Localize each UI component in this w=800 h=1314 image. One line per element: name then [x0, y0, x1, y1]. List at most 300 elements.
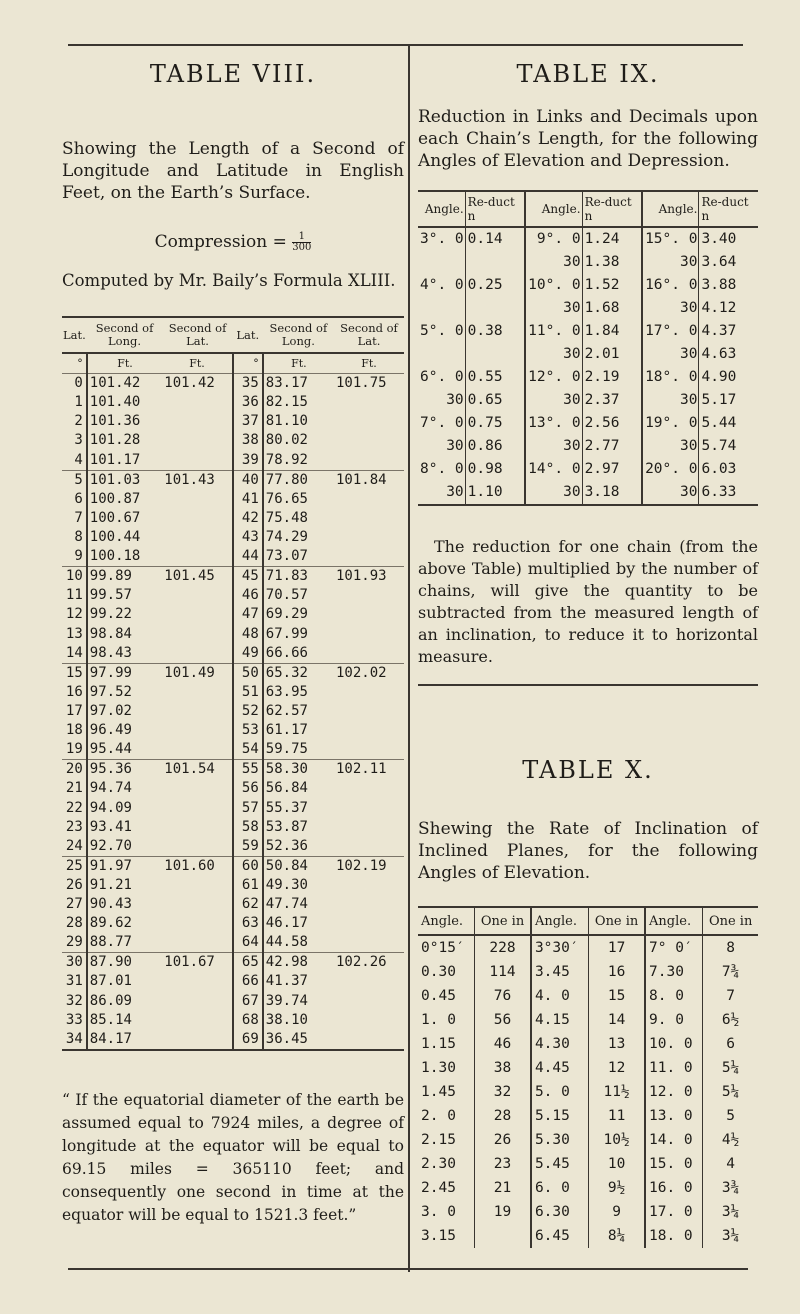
table-cell: 60: [233, 856, 263, 876]
table-cell: 14: [62, 644, 87, 664]
table-cell: 20°. 0: [642, 458, 699, 481]
table-ix-header-cell: Re-duct n: [582, 191, 642, 227]
table-cell: 52.36: [265, 837, 308, 854]
table-cell: [162, 740, 233, 760]
table-row: [62, 431, 404, 450]
table-cell: 71.83: [263, 567, 334, 587]
equatorial-quote: “ If the equatorial diameter of the earth be assumed equal to 7924 miles, a degree of longitude at the equator will be equal to 69.15 miles = 365110 feet; and consequently one second in time at the equator will be equal to 1521.3 feet.”: [62, 1090, 404, 1224]
table-cell: 92.70: [89, 837, 132, 854]
table-viii-header-cell: Second of Long.: [87, 317, 163, 353]
table-cell: 56: [475, 1008, 531, 1032]
table-cell: 97.52: [89, 683, 132, 700]
table-cell: [334, 1011, 404, 1030]
table-row: [418, 1200, 758, 1224]
table-x-header-cell: One in: [589, 907, 645, 935]
table-cell: 2.56: [582, 412, 642, 435]
table-cell: 11½: [589, 1080, 645, 1104]
table-viii-unit-cell: °: [62, 353, 87, 374]
table-cell: 23: [62, 818, 87, 837]
table-row: [62, 509, 404, 528]
table-cell: 5: [703, 1104, 758, 1128]
table-cell: 1.38: [582, 251, 642, 274]
table-cell: 102.26: [334, 953, 404, 973]
table-cell: 17°. 0: [642, 320, 699, 343]
table-cell: [475, 1224, 531, 1248]
table-cell: 54: [233, 740, 263, 760]
table-cell: [162, 509, 233, 528]
table-cell: 30: [525, 297, 582, 320]
table-viii-unit-cell: Ft.: [291, 357, 307, 370]
table-cell: 51: [233, 683, 263, 702]
table-cell: 22: [62, 798, 87, 817]
table-row: [62, 914, 404, 933]
table-cell: [334, 992, 404, 1011]
table-cell: [334, 972, 404, 991]
table-cell: [162, 933, 233, 953]
table-cell: 17. 0: [645, 1200, 703, 1224]
table-x-header-cell: Angle.: [531, 907, 589, 935]
table-cell: 30: [446, 392, 464, 408]
table-cell: 4.12: [699, 297, 758, 320]
table-cell: 8°. 0: [420, 461, 464, 477]
table-cell: 15: [62, 663, 87, 683]
table-cell: 1.15: [421, 1036, 456, 1052]
table-cell: [162, 818, 233, 837]
table-cell: 101.60: [162, 856, 233, 876]
table-cell: 6.33: [699, 481, 758, 505]
table-cell: 9°. 0: [525, 227, 582, 251]
table-row: [62, 992, 404, 1011]
table-cell: 5: [62, 470, 87, 490]
table-cell: 101.45: [162, 567, 233, 587]
table-cell: 21: [475, 1176, 531, 1200]
table-cell: 21: [62, 779, 87, 798]
table-cell: 33: [62, 1011, 87, 1030]
compression-fraction: [292, 232, 311, 253]
table-cell: 13. 0: [645, 1104, 703, 1128]
table-cell: 7° 0′: [645, 935, 703, 960]
table-row: [418, 1128, 758, 1152]
table-cell: 95.44: [89, 741, 132, 758]
table-cell: [334, 625, 404, 644]
table-cell: 5.74: [699, 435, 758, 458]
table-cell: 3.40: [699, 227, 758, 251]
table-cell: 41.37: [265, 973, 308, 990]
table-cell: 3°. 0: [420, 231, 464, 247]
table-cell: 93.41: [89, 818, 132, 835]
table-cell: 20: [62, 760, 87, 780]
table-cell: 32: [475, 1080, 531, 1104]
compression-label: Compression =: [154, 232, 287, 252]
table-cell: [162, 721, 233, 740]
table-cell: 94.09: [89, 799, 132, 816]
table-cell: [334, 740, 404, 760]
table-cell: [465, 251, 525, 274]
table-row: [62, 644, 404, 664]
table-cell: 66.66: [265, 644, 308, 661]
table-cell: 10: [62, 567, 87, 587]
table-viii-header-cell: Second of Lat.: [334, 317, 404, 353]
table-cell: 30: [642, 389, 699, 412]
table-ix-header-cell: Angle.: [525, 191, 582, 227]
table-row: [62, 856, 404, 876]
table-cell: 10°. 0: [525, 274, 582, 297]
table-cell: 41: [233, 490, 263, 509]
table-row: [62, 740, 404, 760]
table-cell: [162, 490, 233, 509]
table-cell: [334, 412, 404, 431]
column-divider: [408, 44, 410, 1272]
table-cell: 94.74: [89, 780, 132, 797]
table-cell: 3¾: [703, 1176, 758, 1200]
table-cell: 49.30: [265, 876, 308, 893]
table-cell: [162, 992, 233, 1011]
table-cell: 69.29: [265, 606, 308, 623]
table-cell: 3¼: [703, 1200, 758, 1224]
table-cell: 84.17: [87, 1030, 163, 1050]
table-cell: [334, 895, 404, 914]
table-cell: 87.01: [89, 973, 132, 990]
table-viii-header-cell: Second of Lat.: [162, 317, 233, 353]
table-cell: [465, 343, 525, 366]
table-cell: 44.58: [265, 934, 308, 951]
table-cell: 46: [233, 586, 263, 605]
table-cell: 228: [475, 935, 531, 960]
table-cell: 4: [62, 451, 87, 471]
table-ix-body: [418, 227, 758, 505]
table-cell: 2.19: [582, 366, 642, 389]
table-row: [62, 760, 404, 780]
table-row: [418, 1056, 758, 1080]
left-column: [62, 56, 404, 1227]
table-ix: [418, 190, 758, 506]
table-cell: 97.02: [89, 702, 132, 719]
table-cell: 18°. 0: [642, 366, 699, 389]
table-cell: 4.45: [531, 1056, 589, 1080]
table-cell: 3.88: [699, 274, 758, 297]
table-cell: 62: [233, 895, 263, 914]
table-cell: 78.92: [265, 451, 308, 468]
table-cell: 34: [62, 1030, 87, 1050]
table-cell: 101.49: [162, 663, 233, 683]
table-cell: 62.57: [265, 702, 308, 719]
table-viii-description: Showing the Length of a Second of Longitude and Latitude in English Feet, on the Earth’s Surface.: [62, 139, 404, 203]
table-row: [418, 435, 758, 458]
table-cell: 47: [233, 605, 263, 624]
table-cell: 8: [62, 528, 87, 547]
table-viii: [62, 316, 404, 1051]
table-cell: 0.75: [465, 412, 525, 435]
table-cell: 83.17: [263, 374, 334, 394]
table-row: [62, 490, 404, 509]
table-cell: 2.45: [421, 1180, 456, 1196]
table-cell: 11. 0: [645, 1056, 703, 1080]
table-cell: 65: [233, 953, 263, 973]
table-cell: 99.22: [89, 606, 132, 623]
table-cell: 0.55: [465, 366, 525, 389]
table-cell: 28: [475, 1104, 531, 1128]
table-cell: 2.15: [421, 1132, 456, 1148]
table-cell: 13: [62, 625, 87, 644]
table-cell: 55.37: [265, 799, 308, 816]
table-viii-title: TABLE VIII.: [149, 60, 317, 88]
table-cell: 38.10: [265, 1011, 308, 1028]
table-cell: [334, 547, 404, 567]
table-cell: 97.99: [87, 663, 163, 683]
table-cell: 37: [233, 412, 263, 431]
table-cell: 91.21: [89, 876, 132, 893]
table-cell: [334, 509, 404, 528]
table-cell: [334, 779, 404, 798]
table-row: [418, 1104, 758, 1128]
table-cell: 30: [642, 251, 699, 274]
table-cell: 67: [233, 992, 263, 1011]
table-cell: 2.97: [582, 458, 642, 481]
table-cell: 70.57: [265, 587, 308, 604]
table-cell: 114: [475, 960, 531, 984]
table-cell: 3¼: [703, 1224, 758, 1248]
table-cell: 6: [703, 1032, 758, 1056]
table-cell: 6.45: [531, 1224, 589, 1248]
table-cell: 27: [62, 895, 87, 914]
table-cell: 100.67: [89, 509, 141, 526]
table-cell: 10½: [589, 1128, 645, 1152]
table-cell: [162, 605, 233, 624]
table-ix-header-cell: Re-duct n: [465, 191, 525, 227]
table-cell: 59: [233, 837, 263, 857]
table-cell: 87.90: [87, 953, 163, 973]
table-cell: 9: [589, 1200, 645, 1224]
table-ix-header-row: [418, 191, 758, 227]
table-cell: 30: [642, 297, 699, 320]
table-cell: 11°. 0: [525, 320, 582, 343]
table-cell: 101.93: [334, 567, 404, 587]
table-cell: 3.45: [531, 960, 589, 984]
table-ix-header-cell: Angle.: [418, 191, 465, 227]
table-cell: 6.30: [531, 1200, 589, 1224]
table-cell: [162, 837, 233, 857]
table-cell: 66: [233, 972, 263, 991]
table-cell: 30: [642, 435, 699, 458]
table-cell: [334, 933, 404, 953]
table-cell: [162, 683, 233, 702]
table-cell: 38: [475, 1056, 531, 1080]
table-cell: 30: [525, 481, 582, 505]
table-cell: [334, 818, 404, 837]
table-cell: 58: [233, 818, 263, 837]
table-cell: 3°30′: [531, 935, 589, 960]
table-cell: 101.36: [89, 413, 141, 430]
table-cell: 17: [62, 702, 87, 721]
table-cell: [334, 702, 404, 721]
table-cell: 0.14: [465, 227, 525, 251]
table-cell: 99.57: [89, 587, 132, 604]
table-row: [62, 412, 404, 431]
table-cell: 55: [233, 760, 263, 780]
table-cell: 43: [233, 528, 263, 547]
table-cell: 12: [62, 605, 87, 624]
table-cell: 47.74: [265, 896, 308, 913]
table-cell: 19: [475, 1200, 531, 1224]
table-row: [62, 663, 404, 683]
table-cell: 102.02: [334, 663, 404, 683]
table-cell: 15: [589, 984, 645, 1008]
table-cell: 12. 0: [645, 1080, 703, 1104]
table-ix-description: Reduction in Links and Decimals upon each Chain’s Length, for the following Angles of Elevation and Depression.: [418, 107, 758, 171]
table-cell: 101.84: [334, 470, 404, 490]
table-cell: [418, 297, 465, 320]
table-cell: 9½: [589, 1176, 645, 1200]
table-cell: [334, 431, 404, 450]
table-cell: 6. 0: [531, 1176, 589, 1200]
table-cell: 19°. 0: [642, 412, 699, 435]
table-cell: 5¼: [703, 1080, 758, 1104]
table-row: [62, 953, 404, 973]
table-cell: [334, 490, 404, 509]
table-row: [62, 837, 404, 857]
table-cell: 0: [62, 374, 87, 394]
table-cell: 102.11: [334, 760, 404, 780]
compression-numerator: 1: [292, 232, 311, 243]
table-cell: 18. 0: [645, 1224, 703, 1248]
table-cell: 74.29: [265, 529, 308, 546]
table-cell: [162, 779, 233, 798]
table-cell: 88.77: [89, 934, 132, 951]
table-ix-header-cell: Angle.: [642, 191, 699, 227]
table-cell: 2.77: [582, 435, 642, 458]
table-x-header-cell: Angle.: [645, 907, 703, 935]
table-viii-unit-cell: Ft.: [189, 357, 205, 370]
table-cell: 5.17: [699, 389, 758, 412]
compression-denominator: 300: [292, 242, 312, 253]
table-cell: 4½: [703, 1128, 758, 1152]
table-cell: 5°. 0: [420, 323, 464, 339]
table-cell: [334, 528, 404, 547]
table-cell: 0.30: [421, 964, 456, 980]
table-cell: 23: [475, 1152, 531, 1176]
table-cell: 100.44: [89, 529, 141, 546]
table-cell: 38: [233, 431, 263, 450]
table-cell: 101.42: [87, 374, 163, 394]
table-cell: 30: [642, 481, 699, 505]
table-cell: 100.18: [89, 548, 141, 565]
table-cell: 86.09: [89, 992, 132, 1009]
bottom-rule: [68, 1268, 748, 1270]
table-cell: 1.84: [582, 320, 642, 343]
table-row: [62, 683, 404, 702]
table-cell: [162, 914, 233, 933]
table-cell: 0.25: [465, 274, 525, 297]
table-cell: 3.18: [582, 481, 642, 505]
table-cell: 101.17: [89, 451, 141, 468]
table-row: [62, 1011, 404, 1030]
table-cell: 48: [233, 625, 263, 644]
table-cell: 14°. 0: [525, 458, 582, 481]
table-row: [418, 389, 758, 412]
table-row: [418, 227, 758, 251]
table-x-header-cell: One in: [703, 907, 758, 935]
table-cell: 77.80: [263, 470, 334, 490]
table-cell: 16. 0: [645, 1176, 703, 1200]
table-cell: 46.17: [265, 915, 308, 932]
table-cell: 5. 0: [531, 1080, 589, 1104]
table-ix-header-cell: Re-duct n: [699, 191, 758, 227]
table-row: [418, 481, 758, 505]
table-cell: 8. 0: [645, 984, 703, 1008]
table-cell: [162, 412, 233, 431]
table-cell: 35: [233, 374, 263, 394]
table-cell: 101.42: [162, 374, 233, 394]
table-cell: 40: [233, 470, 263, 490]
table-row: [418, 251, 758, 274]
table-cell: 7: [62, 509, 87, 528]
table-cell: [334, 586, 404, 605]
table-cell: 1. 0: [421, 1012, 456, 1028]
book-page: [8, 6, 792, 1308]
computed-by-line: Computed by Mr. Baily’s Formula XLIII.: [62, 271, 396, 290]
table-cell: 102.19: [334, 856, 404, 876]
middle-rule: [418, 684, 758, 686]
table-cell: 30: [418, 481, 465, 505]
table-row: [62, 779, 404, 798]
table-cell: 2.37: [582, 389, 642, 412]
table-cell: 75.48: [265, 509, 308, 526]
table-cell: 61: [233, 876, 263, 895]
table-cell: 98.84: [89, 625, 132, 642]
right-column: [418, 56, 758, 1248]
table-cell: 0.65: [465, 389, 525, 412]
table-cell: [162, 393, 233, 412]
table-row: [418, 1080, 758, 1104]
table-cell: 65.32: [263, 663, 334, 683]
table-cell: 0.86: [465, 435, 525, 458]
table-cell: 0.98: [465, 458, 525, 481]
table-cell: 45: [233, 567, 263, 587]
table-cell: 1.10: [465, 481, 525, 505]
table-cell: 1.68: [582, 297, 642, 320]
table-cell: 36: [233, 393, 263, 412]
table-cell: 0.45: [421, 988, 456, 1004]
table-cell: 30: [525, 251, 582, 274]
table-cell: 73.07: [265, 548, 308, 565]
table-cell: 7¾: [703, 960, 758, 984]
table-row: [62, 895, 404, 914]
table-cell: 4. 0: [531, 984, 589, 1008]
top-rule: [68, 44, 743, 46]
table-x-header-cell: One in: [475, 907, 531, 935]
table-cell: 13°. 0: [525, 412, 582, 435]
table-cell: 96.49: [89, 722, 132, 739]
table-x: [418, 906, 758, 1248]
table-cell: 50.84: [263, 856, 334, 876]
table-cell: 1.45: [421, 1084, 456, 1100]
table-cell: 30: [525, 343, 582, 366]
table-cell: [334, 914, 404, 933]
table-cell: [334, 837, 404, 857]
table-row: [62, 798, 404, 817]
table-row: [62, 625, 404, 644]
table-row: [62, 721, 404, 740]
table-cell: [162, 972, 233, 991]
table-cell: [162, 547, 233, 567]
table-cell: 4.63: [699, 343, 758, 366]
table-cell: [162, 702, 233, 721]
table-cell: 8¼: [589, 1224, 645, 1248]
table-cell: 6½: [703, 1008, 758, 1032]
table-cell: 1: [62, 393, 87, 412]
table-cell: 7.30: [645, 960, 703, 984]
table-cell: 39: [233, 451, 263, 471]
